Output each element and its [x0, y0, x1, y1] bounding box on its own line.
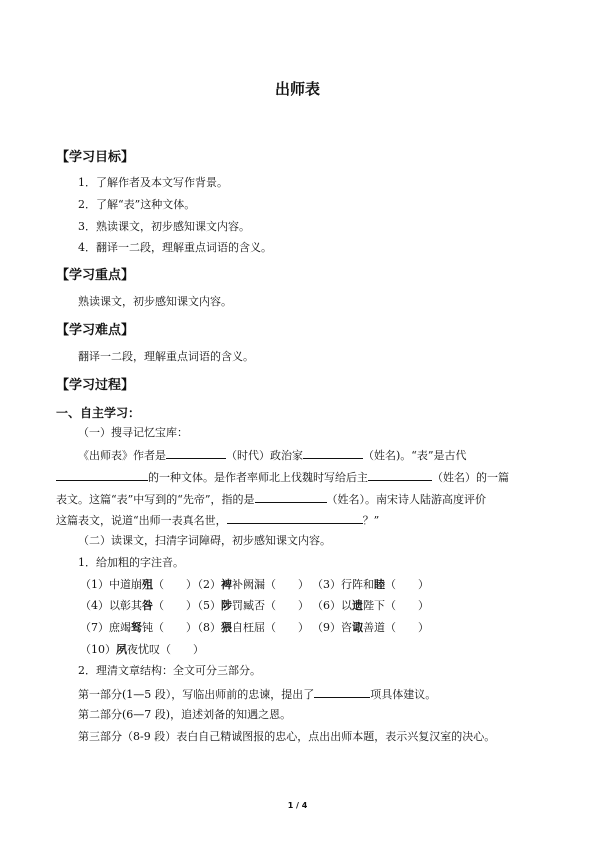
- pronunciation-item: （5）陟罚臧否（ ）: [192, 599, 309, 612]
- pronunciation-item: （10）夙夜忧叹（ ）: [80, 643, 204, 656]
- subsection-reading: （二）读课文，扫清字词障碍，初步感知课文内容。: [78, 534, 331, 547]
- goal-item: 1．了解作者及本文写作背景。: [78, 176, 228, 189]
- section-heading-goals: 【学习目标】: [56, 150, 135, 165]
- pronunciation-item: （8）猥自枉屈（ ）: [192, 621, 309, 634]
- task-structure: 2．理清文章结构：全文可分三部分。: [78, 664, 261, 677]
- page-number: 1 / 4: [287, 801, 308, 810]
- pronunciation-item: （9）咨诹善道（ ）: [312, 621, 429, 634]
- blank-emperor-name[interactable]: [368, 469, 432, 481]
- pronunciation-item: （2）裨补阙漏（ ）: [192, 578, 309, 591]
- page-title: 出师表: [274, 80, 320, 98]
- part-heading-self-study: 一、自主学习：: [56, 406, 141, 420]
- pronunciation-item: （1）中道崩殂（ ）: [80, 578, 197, 591]
- blank-genre[interactable]: [56, 469, 148, 481]
- blank-era[interactable]: [166, 447, 226, 459]
- fill-line-3: 表文。这篇“表”中写到的“先帝”，指的是 （姓名）。南宋诗人陆游高度评价: [56, 493, 486, 506]
- subsection-memory: （一）搜寻记忆宝库：: [78, 426, 188, 439]
- goal-item: 3．熟读课文，初步感知课文内容。: [78, 220, 250, 233]
- goal-item: 4．翻译一二段，理解重点词语的含义。: [78, 241, 272, 254]
- structure-part-2: 第二部分(6—7 段)，追述刘备的知遇之恩。: [78, 708, 292, 721]
- blank-author-name[interactable]: [303, 447, 363, 459]
- difficulty-text: 翻译一二段，理解重点词语的含义。: [78, 350, 254, 363]
- goal-item: 2．了解“表”这种文体。: [78, 198, 196, 211]
- task-pronunciation: 1．给加粗的字注音。: [78, 556, 184, 569]
- structure-part-3: 第三部分（8-9 段）表白自己精诚图报的忠心，点出出师本题，表示兴复汉室的决心。: [78, 730, 496, 743]
- section-heading-difficulty: 【学习难点】: [56, 323, 135, 338]
- pronunciation-item: （7）庶竭驽钝（ ）: [80, 621, 197, 634]
- section-heading-key: 【学习重点】: [56, 268, 135, 283]
- blank-late-emperor[interactable]: [255, 491, 327, 503]
- section-heading-process: 【学习过程】: [56, 378, 135, 393]
- fill-line-4: 这篇表文，说道“出师一表真名世， ？”: [56, 514, 380, 527]
- fill-line-2: 的一种文体。是作者率师北上伐魏时写给后主 （姓名）的一篇: [56, 469, 509, 485]
- pronunciation-item: （6）以遗陛下（ ）: [312, 599, 429, 612]
- pronunciation-item: （3）行阵和睦（ ）: [312, 578, 429, 591]
- structure-part-1: 第一部分(1—5 段），写临出师前的忠谏，提出了 项具体建议。: [78, 688, 437, 701]
- key-text: 熟读课文，初步感知课文内容。: [78, 295, 232, 308]
- fill-line-1: 《出师表》作者是 （时代）政治家 （姓名)。“表”是古代: [78, 449, 467, 462]
- blank-poem-line[interactable]: [227, 512, 363, 524]
- pronunciation-item: （4）以彰其咎（ ）: [80, 599, 197, 612]
- blank-suggestion-count[interactable]: [314, 686, 370, 698]
